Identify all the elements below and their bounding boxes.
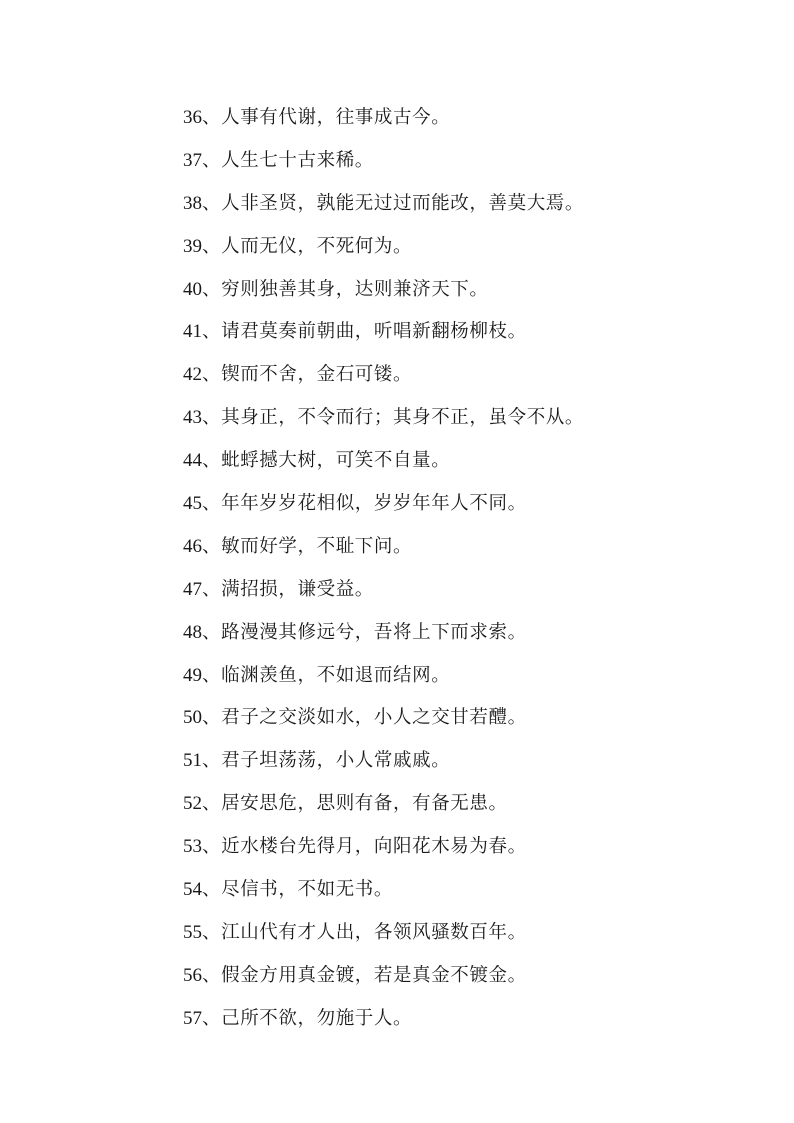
line-text: 人非圣贤，孰能无过过而能改，善莫大焉。 <box>221 192 585 214</box>
proverb-line <box>183 144 743 187</box>
line-separator: 、 <box>202 364 222 386</box>
line-separator: 、 <box>202 192 222 214</box>
proverb-line <box>183 916 743 959</box>
line-text: 路漫漫其修远兮，吾将上下而求索。 <box>221 621 527 643</box>
line-number: 45 <box>183 493 202 515</box>
line-text: 其身正，不令而行；其身不正，虽令不从。 <box>221 407 585 429</box>
proverb-line <box>183 187 743 230</box>
proverb-line <box>183 830 743 873</box>
proverb-line <box>183 401 743 444</box>
line-separator: 、 <box>202 578 222 600</box>
line-text: 假金方用真金镀，若是真金不镀金。 <box>221 964 527 986</box>
line-number: 38 <box>183 192 202 214</box>
proverb-line <box>183 230 743 273</box>
line-number: 44 <box>183 450 202 472</box>
line-separator: 、 <box>202 450 222 472</box>
proverb-line <box>183 273 743 316</box>
line-text: 君子之交淡如水，小人之交甘若醴。 <box>221 707 527 729</box>
line-number: 51 <box>183 750 202 772</box>
proverb-line <box>183 101 743 144</box>
line-text: 江山代有才人出，各领风骚数百年。 <box>221 921 527 943</box>
line-separator: 、 <box>202 535 222 557</box>
line-separator: 、 <box>202 793 222 815</box>
line-text: 年年岁岁花相似，岁岁年年人不同。 <box>221 493 527 515</box>
line-number: 52 <box>183 793 202 815</box>
proverb-line <box>183 701 743 744</box>
line-number: 37 <box>183 149 202 171</box>
line-separator: 、 <box>202 149 222 171</box>
proverb-line <box>183 530 743 573</box>
line-separator: 、 <box>202 407 222 429</box>
line-text: 敏而好学，不耻下问。 <box>221 535 413 557</box>
proverb-line <box>183 358 743 401</box>
proverb-line <box>183 573 743 616</box>
line-separator: 、 <box>202 836 222 858</box>
line-text: 临渊羡鱼，不如退而结网。 <box>221 664 451 686</box>
line-text: 居安思危，思则有备，有备无患。 <box>221 793 508 815</box>
line-number: 41 <box>183 321 202 343</box>
proverb-line <box>183 315 743 358</box>
line-number: 49 <box>183 664 202 686</box>
proverb-line <box>183 1002 743 1045</box>
line-separator: 、 <box>202 750 222 772</box>
line-separator: 、 <box>202 707 222 729</box>
line-number: 42 <box>183 364 202 386</box>
line-text: 近水楼台先得月，向阳花木易为春。 <box>221 836 527 858</box>
line-separator: 、 <box>202 235 222 257</box>
line-number: 53 <box>183 836 202 858</box>
line-number: 55 <box>183 921 202 943</box>
line-number: 36 <box>183 107 202 128</box>
line-number: 39 <box>183 235 202 257</box>
line-separator: 、 <box>202 278 222 300</box>
line-number: 46 <box>183 535 202 557</box>
proverb-line <box>183 444 743 487</box>
line-separator: 、 <box>202 921 222 943</box>
proverb-line <box>183 744 743 787</box>
line-text: 己所不欲，勿施于人。 <box>221 1007 413 1029</box>
line-text: 人生七十古来稀。 <box>221 149 374 171</box>
line-separator: 、 <box>202 964 222 986</box>
proverb-line <box>183 959 743 1002</box>
line-number: 57 <box>183 1007 202 1029</box>
line-text: 锲而不舍，金石可镂。 <box>221 364 413 386</box>
line-text: 蚍蜉撼大树，可笑不自量。 <box>221 450 451 472</box>
line-text: 请君莫奏前朝曲，听唱新翻杨柳枝。 <box>221 321 527 343</box>
line-text: 尽信书，不如无书。 <box>221 879 394 901</box>
line-text: 人而无仪，不死何为。 <box>221 235 413 257</box>
line-text: 满招损，谦受益。 <box>221 578 374 600</box>
line-number: 56 <box>183 964 202 986</box>
line-separator: 、 <box>202 1007 222 1029</box>
proverb-line <box>183 487 743 530</box>
line-number: 47 <box>183 578 202 600</box>
line-separator: 、 <box>202 664 222 686</box>
proverb-line <box>183 659 743 702</box>
line-number: 48 <box>183 621 202 643</box>
line-number: 43 <box>183 407 202 429</box>
proverb-line <box>183 616 743 659</box>
proverb-list <box>183 101 743 1045</box>
line-separator: 、 <box>202 621 222 643</box>
line-number: 54 <box>183 879 202 901</box>
line-separator: 、 <box>202 493 222 515</box>
line-number: 50 <box>183 707 202 729</box>
line-text: 君子坦荡荡，小人常戚戚。 <box>221 750 451 772</box>
line-text: 穷则独善其身，达则兼济天下。 <box>221 278 489 300</box>
line-separator: 、 <box>202 107 222 128</box>
line-text: 人事有代谢，往事成古今。 <box>221 107 451 128</box>
line-number: 40 <box>183 278 202 300</box>
proverb-line <box>183 873 743 916</box>
line-separator: 、 <box>202 879 222 901</box>
line-separator: 、 <box>202 321 222 343</box>
proverb-line <box>183 787 743 830</box>
